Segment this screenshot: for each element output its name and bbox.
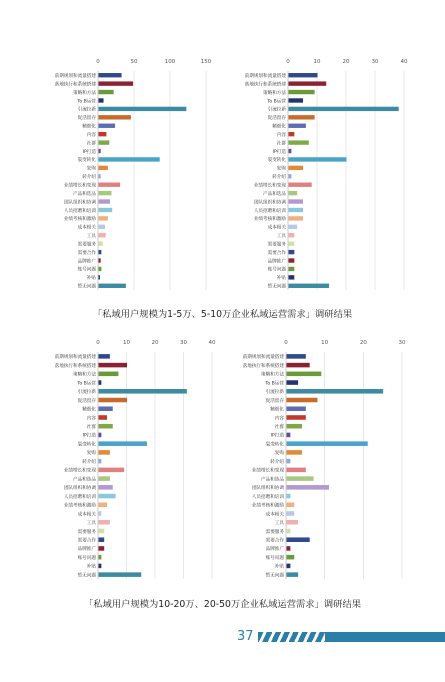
category-label: 成本相关	[77, 225, 96, 231]
category-label: 前期规划和流量搭建	[244, 74, 286, 80]
category-label: 成本相关	[265, 512, 284, 518]
category-label: 成本相关	[267, 225, 286, 231]
category-label: 前期规划和流量搭建	[54, 355, 96, 361]
bar	[99, 275, 100, 279]
category-label: IP打造	[82, 149, 96, 155]
category-label: 策略和方法	[263, 90, 286, 96]
category-label: 工具	[274, 521, 284, 527]
category-label: 补贴	[86, 564, 96, 570]
bar	[289, 267, 295, 271]
tick-label: 100	[164, 59, 176, 65]
bar	[99, 555, 102, 560]
bar	[289, 225, 298, 229]
bar	[289, 183, 312, 187]
category-label: 社群	[86, 425, 96, 431]
category-label: To B运营	[267, 99, 286, 105]
category-label: 团队组织和协调	[63, 200, 96, 206]
caption-bottom: 「私域用户规模为10-20万、20-50万企业私域运营需求」调研结果	[83, 599, 362, 610]
category-label: 落地执行和系统搭建	[54, 363, 96, 369]
bar	[99, 98, 104, 102]
category-label: 需要服务	[267, 242, 286, 248]
bar	[99, 564, 102, 569]
category-label: 精细化	[82, 124, 96, 130]
category-label: 引流拉新	[265, 390, 284, 396]
category-label: 品牌推广	[77, 547, 96, 553]
tick-label: 20	[151, 340, 159, 346]
bar	[287, 450, 302, 455]
tick-label: 0	[96, 59, 100, 65]
category-label: 账号问题	[77, 267, 96, 273]
category-label: 账号问题	[265, 555, 284, 561]
category-label: To B运营	[77, 381, 96, 387]
chart-4	[222, 336, 445, 584]
bar	[99, 233, 106, 237]
category-label: 产品和选品	[73, 477, 96, 483]
category-label: 转介绍	[272, 175, 286, 181]
bar	[99, 149, 101, 153]
category-label: 团队组织和协调	[253, 200, 286, 206]
category-label: 业绩增长和变现	[253, 183, 286, 189]
chart-2-svg	[222, 55, 445, 295]
category-label: 需要合作	[77, 538, 96, 544]
category-label: 精细化	[272, 124, 286, 130]
bar	[287, 494, 291, 499]
tick-label: 40	[400, 59, 408, 65]
bar	[289, 166, 304, 170]
bar	[287, 555, 295, 560]
bar	[99, 494, 116, 499]
bar	[289, 208, 304, 212]
bar	[99, 81, 134, 85]
bar	[99, 250, 102, 254]
bar	[287, 398, 318, 403]
bar	[289, 124, 306, 128]
category-label: 业绩增长和变现	[251, 468, 284, 474]
category-label: 落地执行和系统搭建	[54, 82, 96, 88]
bar	[99, 503, 108, 508]
bar	[99, 258, 101, 262]
bar	[289, 199, 304, 203]
category-label: 转介绍	[270, 459, 284, 465]
category-label: 需要合作	[77, 250, 96, 256]
tick-label: 40	[208, 340, 216, 346]
tick-label: 0	[284, 340, 288, 346]
category-label: IP打造	[270, 433, 284, 439]
bar	[287, 529, 291, 534]
category-label: 引流拉新	[77, 107, 96, 113]
bar	[289, 241, 295, 245]
bar	[99, 424, 113, 429]
category-label: 复购	[276, 166, 286, 172]
bar	[99, 476, 110, 481]
tick-label: 20	[359, 340, 367, 346]
bar	[99, 363, 128, 368]
bar	[287, 441, 368, 446]
chart-2	[222, 55, 445, 295]
bar	[99, 183, 121, 187]
bar	[99, 441, 147, 446]
bar	[289, 275, 295, 279]
category-label: 工具	[86, 521, 96, 527]
category-label: 需要合作	[265, 538, 284, 544]
bar	[99, 199, 111, 203]
bar	[287, 415, 306, 420]
category-label: 暂无问题	[267, 284, 286, 290]
bar	[287, 372, 322, 377]
bar	[289, 216, 304, 220]
bar	[99, 140, 110, 144]
category-label: 需要服务	[77, 242, 96, 248]
category-label: To B运营	[77, 99, 96, 105]
bar	[99, 73, 122, 77]
category-label: 社群	[86, 141, 96, 147]
bar	[287, 520, 299, 525]
bar	[99, 468, 125, 473]
category-label: 人员招聘和培训	[253, 208, 286, 214]
bar	[99, 450, 110, 455]
bar	[99, 546, 105, 551]
category-label: 工具	[276, 234, 286, 240]
bar	[289, 258, 295, 262]
category-label: 策略和方法	[261, 372, 284, 378]
page-number: 37	[237, 629, 254, 644]
category-label: 落地执行和系统搭建	[242, 363, 284, 369]
category-label: IP打造	[272, 149, 286, 155]
bar	[287, 564, 291, 569]
tick-label: 30	[180, 340, 187, 346]
bar	[99, 520, 110, 525]
category-label: 需要合作	[267, 250, 286, 256]
category-label: 裂变转化	[77, 442, 96, 448]
bar	[99, 511, 102, 516]
category-label: 需要服务	[265, 529, 284, 535]
tick-label: 30	[371, 59, 379, 65]
bar	[99, 191, 112, 195]
category-label: 促活留存	[265, 398, 284, 404]
category-label: 账号问题	[267, 267, 286, 273]
category-label: To B运营	[265, 381, 284, 387]
category-label: IP打造	[82, 433, 96, 439]
bar	[99, 433, 102, 438]
category-label: 成本相关	[77, 512, 96, 518]
category-label: 团队组织和协调	[251, 486, 284, 492]
category-label: 业绩考核和激励	[63, 217, 96, 223]
category-label: 裂变转化	[77, 158, 96, 164]
bar	[99, 90, 114, 94]
bar	[287, 468, 306, 473]
bar	[289, 233, 295, 237]
bar	[287, 406, 306, 411]
category-label: 促活留存	[77, 116, 96, 122]
category-label: 内容	[86, 416, 96, 422]
category-label: 内容	[274, 416, 284, 422]
bar	[287, 389, 384, 394]
bar	[99, 157, 160, 161]
category-label: 暂无问题	[265, 573, 284, 579]
tick-label: 50	[130, 59, 138, 65]
category-label: 社群	[276, 141, 286, 147]
bar	[289, 98, 304, 102]
category-label: 复购	[86, 166, 96, 172]
category-label: 促活留存	[267, 116, 286, 122]
chart-4-svg	[222, 336, 445, 584]
category-label: 团队组织和协调	[63, 486, 96, 492]
category-label: 业绩增长和变现	[63, 183, 96, 189]
tick-label: 10	[313, 59, 321, 65]
bar	[99, 124, 116, 128]
category-label: 裂变转化	[265, 442, 284, 448]
category-label: 内容	[276, 132, 286, 138]
bar	[289, 174, 292, 178]
category-label: 内容	[86, 132, 96, 138]
category-label: 人员招聘和培训	[63, 494, 96, 500]
bar	[289, 140, 309, 144]
chart-3	[0, 336, 222, 584]
bar	[99, 241, 103, 245]
bar	[287, 424, 302, 429]
page-footer	[0, 628, 445, 648]
bar	[99, 380, 102, 385]
bar	[289, 250, 295, 254]
bar	[99, 459, 102, 464]
category-label: 工具	[86, 234, 96, 240]
bar	[99, 267, 102, 271]
category-label: 补贴	[274, 564, 284, 570]
bar	[99, 398, 128, 403]
tick-label: 150	[200, 59, 212, 65]
bar	[99, 415, 108, 420]
category-label: 账号问题	[77, 555, 96, 561]
category-label: 补贴	[276, 276, 286, 282]
category-label: 业绩考核和激励	[251, 503, 284, 509]
category-label: 产品和选品	[261, 477, 284, 483]
tick-label: 0	[286, 59, 290, 65]
category-label: 引流拉新	[77, 390, 96, 396]
category-label: 精细化	[82, 407, 96, 413]
bar	[287, 476, 314, 481]
bar	[289, 73, 318, 77]
tick-label: 0	[96, 340, 100, 346]
bar	[99, 166, 108, 170]
bar	[99, 107, 187, 111]
category-label: 品牌推广	[267, 259, 286, 265]
category-label: 复购	[86, 451, 96, 457]
tick-label: 10	[321, 340, 329, 346]
chart-3-svg	[0, 336, 222, 584]
bar	[99, 529, 105, 534]
bar	[289, 284, 330, 288]
bar	[99, 216, 108, 220]
bar	[99, 284, 126, 288]
bar	[287, 433, 291, 438]
caption-top: 「私域用户规模为1-5万、5-10万企业私域运营需求」调研结果	[92, 309, 353, 320]
bar	[99, 115, 131, 119]
bar	[287, 485, 330, 490]
bar	[287, 537, 310, 542]
bar	[99, 372, 119, 377]
footer-bar	[325, 632, 445, 642]
bar	[99, 389, 187, 394]
tick-label: 20	[342, 59, 350, 65]
category-label: 落地执行和系统搭建	[244, 82, 286, 88]
category-label: 策略和方法	[73, 90, 96, 96]
category-label: 业绩考核和激励	[253, 217, 286, 223]
bar	[289, 107, 399, 111]
tick-label: 10	[123, 340, 130, 346]
bar	[99, 485, 113, 490]
category-label: 转介绍	[82, 175, 96, 181]
category-label: 裂变转化	[267, 158, 286, 164]
bar	[99, 406, 113, 411]
bar	[99, 354, 110, 359]
category-label: 业绩考核和激励	[63, 503, 96, 509]
bar	[287, 459, 291, 464]
bar	[289, 132, 295, 136]
category-label: 品牌推广	[77, 259, 96, 265]
category-label: 暂无问题	[77, 573, 96, 579]
bar	[287, 380, 299, 385]
bar	[99, 208, 113, 212]
bar	[289, 157, 347, 161]
bar	[287, 503, 295, 508]
category-label: 需要服务	[77, 529, 96, 535]
bar	[99, 174, 101, 178]
bar	[99, 225, 105, 229]
category-label: 前期规划和流量搭建	[242, 355, 284, 361]
category-label: 复购	[274, 451, 284, 457]
bar	[289, 149, 292, 153]
category-label: 人员招聘和培训	[63, 208, 96, 214]
bar	[99, 537, 105, 542]
category-label: 促活留存	[77, 398, 96, 404]
bar	[287, 572, 299, 577]
category-label: 人员招聘和培训	[251, 494, 284, 500]
tick-label: 30	[398, 340, 406, 346]
bar	[99, 572, 142, 577]
category-label: 精细化	[270, 407, 284, 413]
category-label: 引流拉新	[267, 107, 286, 113]
category-label: 业绩增长和变现	[63, 468, 96, 474]
bar	[289, 90, 315, 94]
category-label: 补贴	[86, 276, 96, 282]
bar	[289, 191, 298, 195]
bar	[99, 132, 107, 136]
category-label: 社群	[274, 425, 284, 431]
category-label: 产品和选品	[263, 191, 286, 197]
bar	[287, 546, 291, 551]
chart-1	[0, 55, 222, 295]
bar	[289, 115, 315, 119]
bar	[287, 354, 306, 359]
category-label: 品牌推广	[265, 547, 284, 553]
chart-1-svg	[0, 55, 222, 295]
category-label: 转介绍	[82, 459, 96, 465]
category-label: 产品和选品	[73, 191, 96, 197]
bar	[289, 81, 327, 85]
category-label: 策略和方法	[73, 372, 96, 378]
bar	[287, 363, 310, 368]
category-label: 前期规划和流量搭建	[54, 74, 96, 80]
bar	[287, 511, 295, 516]
category-label: 暂无问题	[77, 284, 96, 290]
